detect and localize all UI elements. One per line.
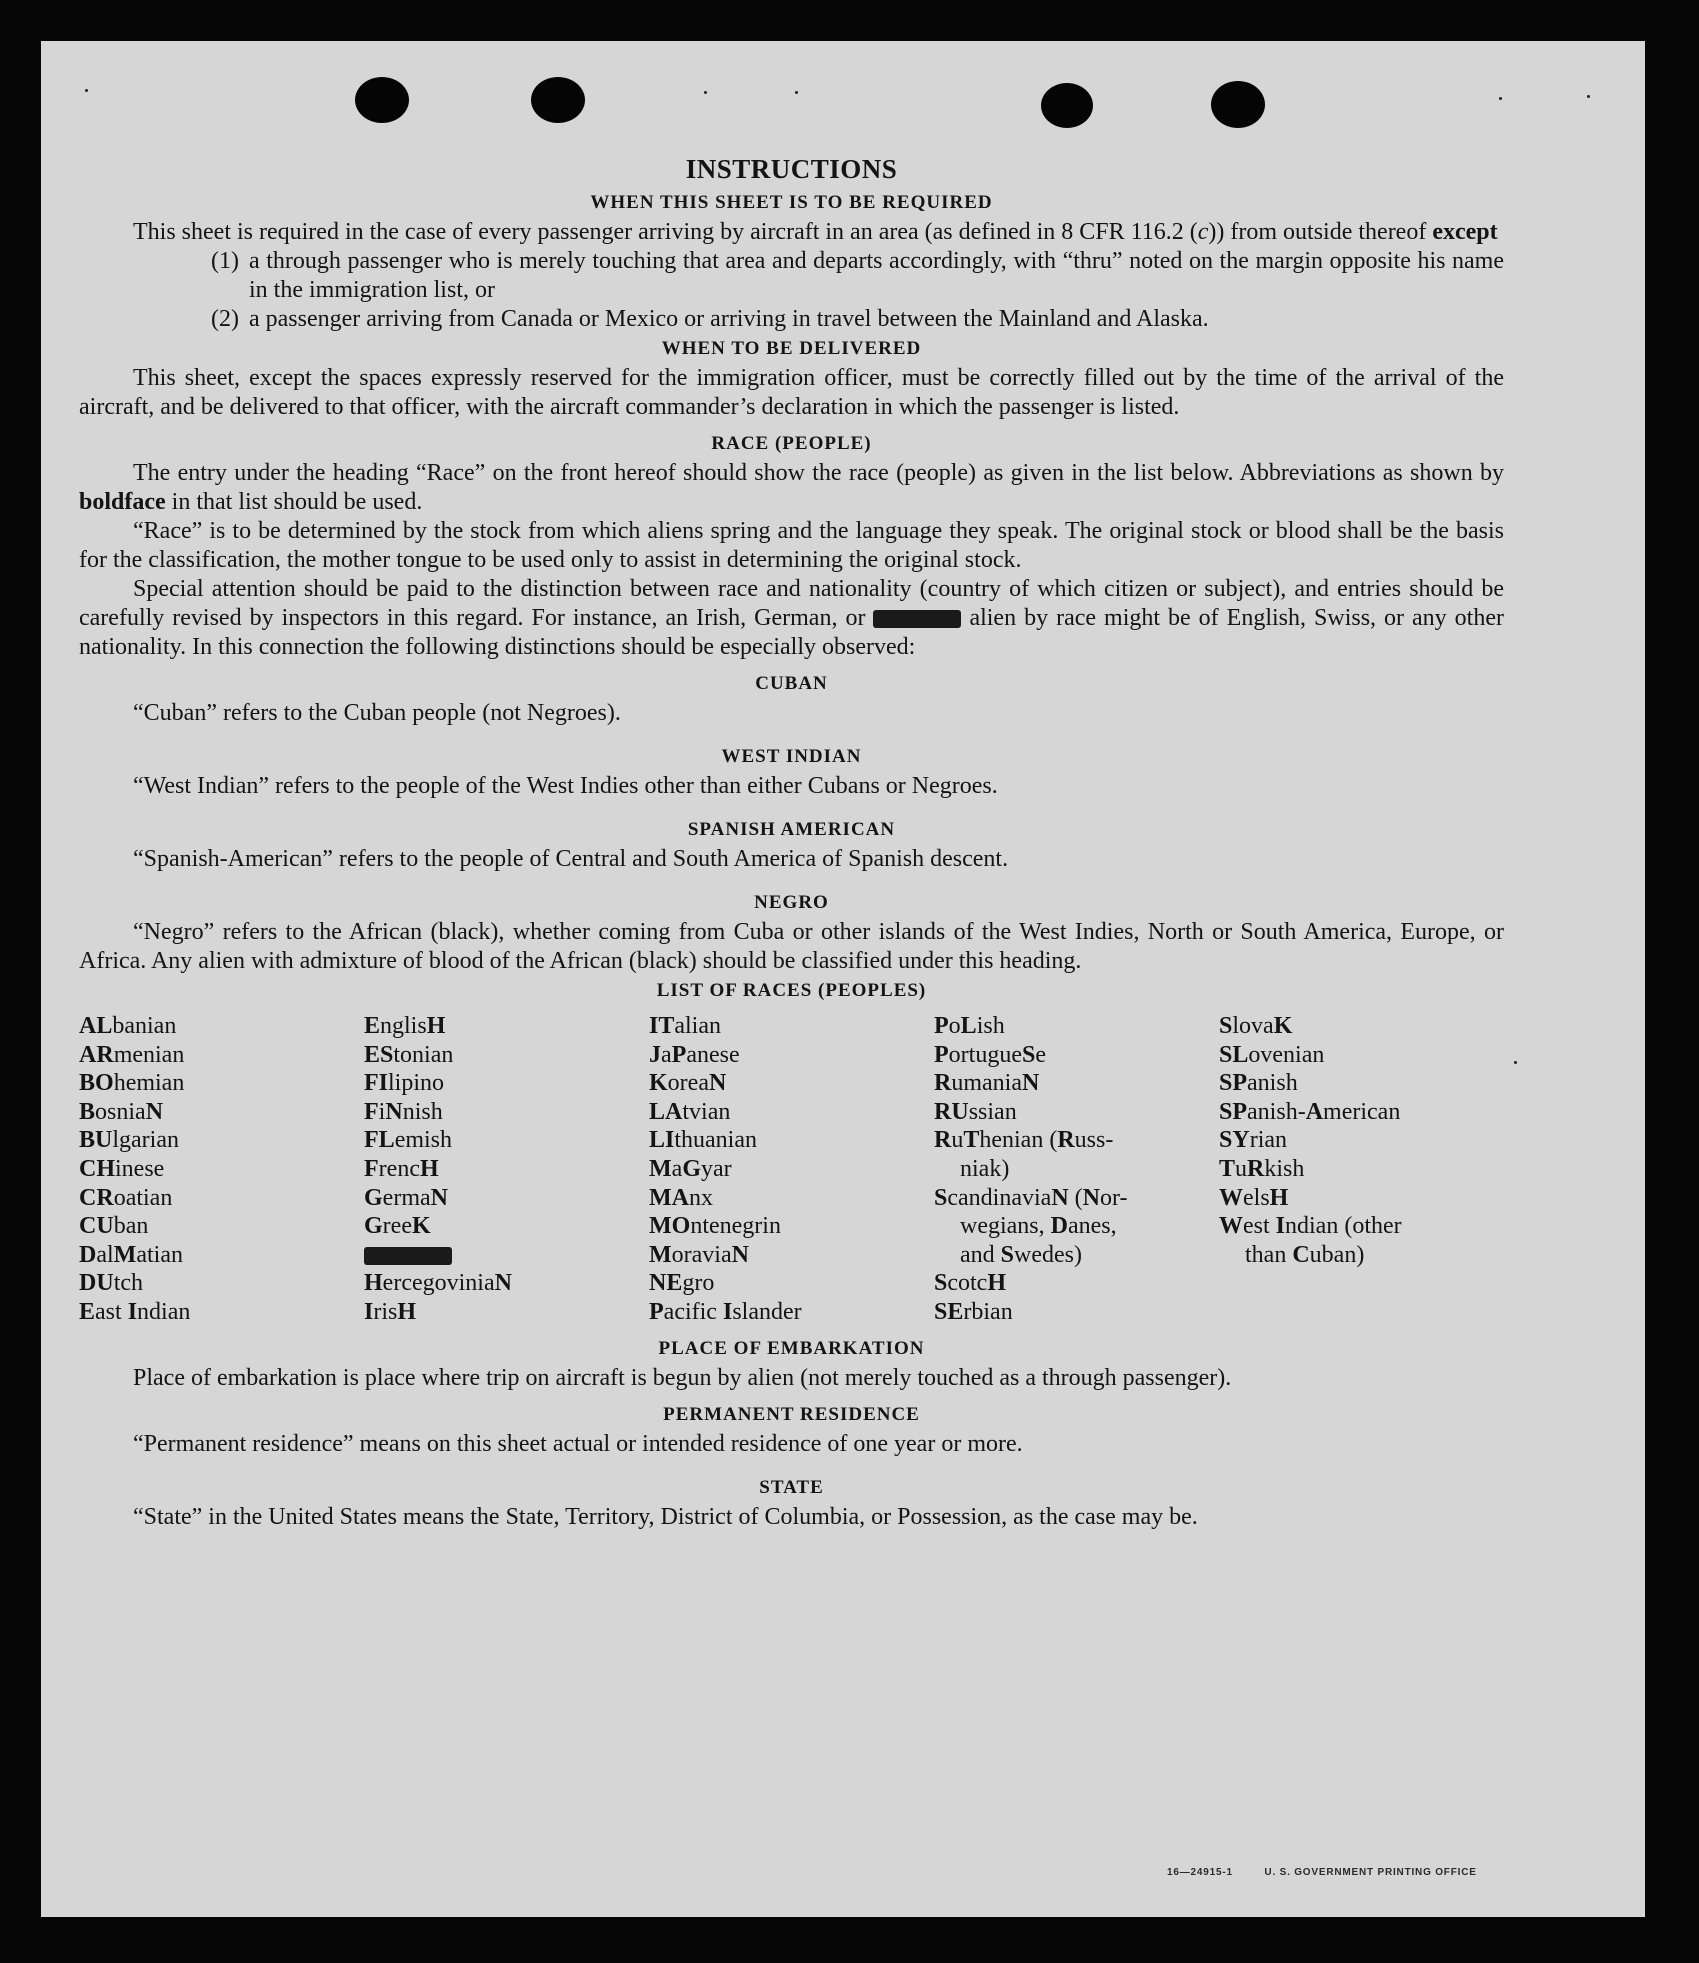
race-entry: SYrian bbox=[1219, 1127, 1288, 1154]
race-entry: ScotcH bbox=[934, 1270, 1007, 1297]
race-entry: PoLish bbox=[934, 1013, 1005, 1039]
punch-hole bbox=[355, 77, 409, 123]
section-heading-negro: NEGRO bbox=[754, 892, 829, 913]
redaction-mark bbox=[364, 1247, 452, 1265]
race-entry-continued: wegians, Danes, bbox=[960, 1213, 1117, 1240]
race-entry: MaGyar bbox=[649, 1155, 732, 1182]
page-title: INSTRUCTIONS bbox=[685, 154, 898, 184]
race-entry-redacted bbox=[364, 1241, 649, 1270]
race-entry: RuThenian (Russ- bbox=[934, 1127, 1114, 1154]
punch-hole bbox=[1211, 81, 1265, 128]
race-p3-text: Special attention should be paid to the distinction between race and nationality (country of which citizen or subject), and entries should be carefully revised by inspectors in this regard. For instance, an Irish, German, or bbox=[79, 576, 1504, 631]
punch-hole bbox=[531, 77, 585, 123]
race-entry: WelsH bbox=[1219, 1184, 1289, 1211]
state-text: “State” in the United States means the State, Territory, District of Columbia, or Possession, as the case may be. bbox=[133, 1503, 1198, 1530]
race-entry: ARmenian bbox=[79, 1041, 185, 1068]
redaction-mark bbox=[873, 610, 961, 628]
race-entry: MOntenegrin bbox=[649, 1213, 781, 1240]
exception-text: a passenger arriving from Canada or Mexico or arriving in travel between the Mainland and Alaska. bbox=[249, 306, 1209, 332]
race-entry: MAnx bbox=[649, 1184, 713, 1211]
race-entry: ALbanian bbox=[79, 1013, 177, 1039]
race-entry: JaPanese bbox=[649, 1041, 740, 1068]
race-entry: West Indian (other bbox=[1219, 1213, 1402, 1240]
race-entry: SlovaK bbox=[1219, 1013, 1293, 1039]
race-paragraph-1 bbox=[79, 459, 1504, 517]
race-entry: BosniaN bbox=[79, 1098, 164, 1125]
race-p1-text-2: in that list should be used. bbox=[165, 489, 423, 515]
race-list bbox=[79, 1012, 1504, 1327]
race-entry: BOhemian bbox=[79, 1070, 185, 1097]
race-entry: LAtvian bbox=[649, 1098, 731, 1125]
race-entry: SLovenian bbox=[1219, 1041, 1325, 1068]
race-entry: FLemish bbox=[364, 1127, 453, 1154]
race-entry: DalMatian bbox=[79, 1241, 183, 1268]
exception-text: a through passenger who is merely touching that area and departs accordingly, with “thru” noted on the margin opposite his name in the immigration list, or bbox=[249, 248, 1504, 303]
race-p3-text-2: alien by race might be of English, Swiss, or any other nationality. In this connection the following distinctions should be especially observed: bbox=[79, 605, 1504, 660]
race-entry: KoreaN bbox=[649, 1070, 727, 1097]
required-intro-italic: c bbox=[1197, 219, 1209, 245]
race-entry-continued: niak) bbox=[960, 1155, 1010, 1182]
required-intro bbox=[79, 218, 1504, 247]
spanish-american-text: “Spanish-American” refers to the people of Central and South America of Spanish descent. bbox=[133, 846, 1009, 872]
race-column bbox=[649, 1012, 934, 1327]
delivered-text: This sheet, except the spaces expressly reserved for the immigration officer, must be correctly filled out by the time of the arrival of the aircraft, and be delivered to that officer, with the aircraft commander’s declaration in which the passenger is listed. bbox=[79, 365, 1504, 420]
exception-number: (2) bbox=[211, 306, 239, 332]
exception-number: (1) bbox=[211, 248, 239, 274]
section-heading-list: LIST OF RACES (PEOPLES) bbox=[656, 980, 927, 1001]
race-entry: IrisH bbox=[364, 1298, 417, 1325]
race-entry: LIthuanian bbox=[649, 1127, 757, 1154]
section-heading-required: WHEN THIS SHEET IS TO BE REQUIRED bbox=[590, 192, 993, 213]
punch-hole bbox=[1041, 83, 1093, 128]
speck bbox=[85, 89, 88, 92]
section-heading-residence: PERMANENT RESIDENCE bbox=[663, 1403, 920, 1425]
speck bbox=[795, 91, 798, 94]
exception-item bbox=[79, 305, 1504, 334]
race-entry: SPanish-American bbox=[1219, 1098, 1401, 1125]
race-p1-bold: boldface bbox=[79, 489, 166, 515]
race-entry: CRoatian bbox=[79, 1184, 173, 1211]
speck bbox=[1587, 95, 1590, 98]
form-footer bbox=[1167, 1867, 1477, 1878]
race-entry: FIlipino bbox=[364, 1070, 445, 1097]
race-paragraph-3 bbox=[79, 575, 1504, 662]
race-column bbox=[1219, 1012, 1504, 1327]
race-entry: EStonian bbox=[364, 1041, 454, 1068]
race-entry: CUban bbox=[79, 1213, 149, 1240]
section-heading-spanish-american: SPANISH AMERICAN bbox=[687, 819, 896, 840]
required-intro-bold: except bbox=[1432, 219, 1498, 245]
race-entry: ScandinaviaN (Nor- bbox=[934, 1184, 1128, 1211]
section-heading-state: STATE bbox=[759, 1476, 824, 1498]
embarkation-text: Place of embarkation is place where trip on aircraft is begun by alien (not merely touched as a through passenger). bbox=[133, 1364, 1232, 1391]
speck bbox=[1499, 97, 1502, 100]
instructions-content bbox=[79, 153, 1504, 1532]
race-entry: MoraviaN bbox=[649, 1241, 749, 1268]
race-entry: SPanish bbox=[1219, 1070, 1298, 1097]
section-heading-west-indian: WEST INDIAN bbox=[721, 746, 862, 767]
race-entry: DUtch bbox=[79, 1270, 144, 1297]
required-intro-text-2: )) from outside thereof bbox=[1208, 219, 1433, 245]
race-column bbox=[79, 1012, 364, 1327]
race-entry: FiNnish bbox=[364, 1098, 443, 1125]
west-indian-text: “West Indian” refers to the people of the West Indies other than either Cubans or Negroes. bbox=[133, 773, 998, 799]
section-heading-race: RACE (PEOPLE) bbox=[711, 433, 872, 454]
race-entry: ITalian bbox=[649, 1013, 721, 1039]
race-entry: HercegoviniaN bbox=[364, 1270, 512, 1297]
section-heading-embarkation: PLACE OF EMBARKATION bbox=[658, 1337, 925, 1359]
race-column bbox=[364, 1012, 649, 1327]
race-entry: RumaniaN bbox=[934, 1070, 1040, 1097]
section-heading-delivered: WHEN TO BE DELIVERED bbox=[661, 338, 922, 359]
race-entry: RUssian bbox=[934, 1098, 1017, 1125]
speck bbox=[704, 91, 707, 94]
race-entry-continued: than Cuban) bbox=[1245, 1241, 1365, 1268]
race-entry: PortugueSe bbox=[934, 1041, 1046, 1068]
race-entry: SErbian bbox=[934, 1298, 1013, 1325]
exception-item bbox=[79, 247, 1504, 305]
cuban-text: “Cuban” refers to the Cuban people (not Negroes). bbox=[133, 700, 621, 726]
residence-text: “Permanent residence” means on this sheet actual or intended residence of one year or more. bbox=[133, 1430, 1023, 1457]
race-column bbox=[934, 1012, 1219, 1327]
race-paragraph-2: “Race” is to be determined by the stock from which aliens spring and the language they speak. The original stock or blood shall be the basis for the classification, the mother tongue to be used only to assist in determining the original stock. bbox=[79, 518, 1504, 573]
race-entry: CHinese bbox=[79, 1155, 165, 1182]
race-entry: NEgro bbox=[649, 1270, 715, 1297]
race-entry: FrencH bbox=[364, 1155, 439, 1182]
negro-text: “Negro” refers to the African (black), whether coming from Cuba or other islands of the West Indies, North or South America, Europe, or Africa. Any alien with admixture of blood of the African (black) should be classified under this heading. bbox=[79, 919, 1504, 974]
printer-imprint: U. S. GOVERNMENT PRINTING OFFICE bbox=[1264, 1867, 1477, 1878]
required-intro-text: This sheet is required in the case of every passenger arriving by aircraft in an area (as defined in 8 CFR 116.2 ( bbox=[133, 219, 1198, 245]
race-entry: GermaN bbox=[364, 1184, 448, 1211]
form-number: 16—24915-1 bbox=[1167, 1867, 1233, 1878]
speck bbox=[1514, 1061, 1517, 1064]
section-heading-cuban: CUBAN bbox=[755, 673, 828, 694]
race-entry: TuRkish bbox=[1219, 1155, 1305, 1182]
race-p1-text: The entry under the heading “Race” on the front hereof should show the race (people) as given in the list below. Abbreviations as shown by bbox=[133, 460, 1504, 486]
race-entry: BUlgarian bbox=[79, 1127, 179, 1154]
race-entry: Pacific Islander bbox=[649, 1298, 802, 1325]
race-entry: East Indian bbox=[79, 1298, 191, 1325]
race-entry: GreeK bbox=[364, 1213, 431, 1240]
race-entry-continued: and Swedes) bbox=[960, 1241, 1082, 1268]
document-sheet bbox=[41, 41, 1645, 1917]
race-entry: EnglisH bbox=[364, 1013, 446, 1039]
